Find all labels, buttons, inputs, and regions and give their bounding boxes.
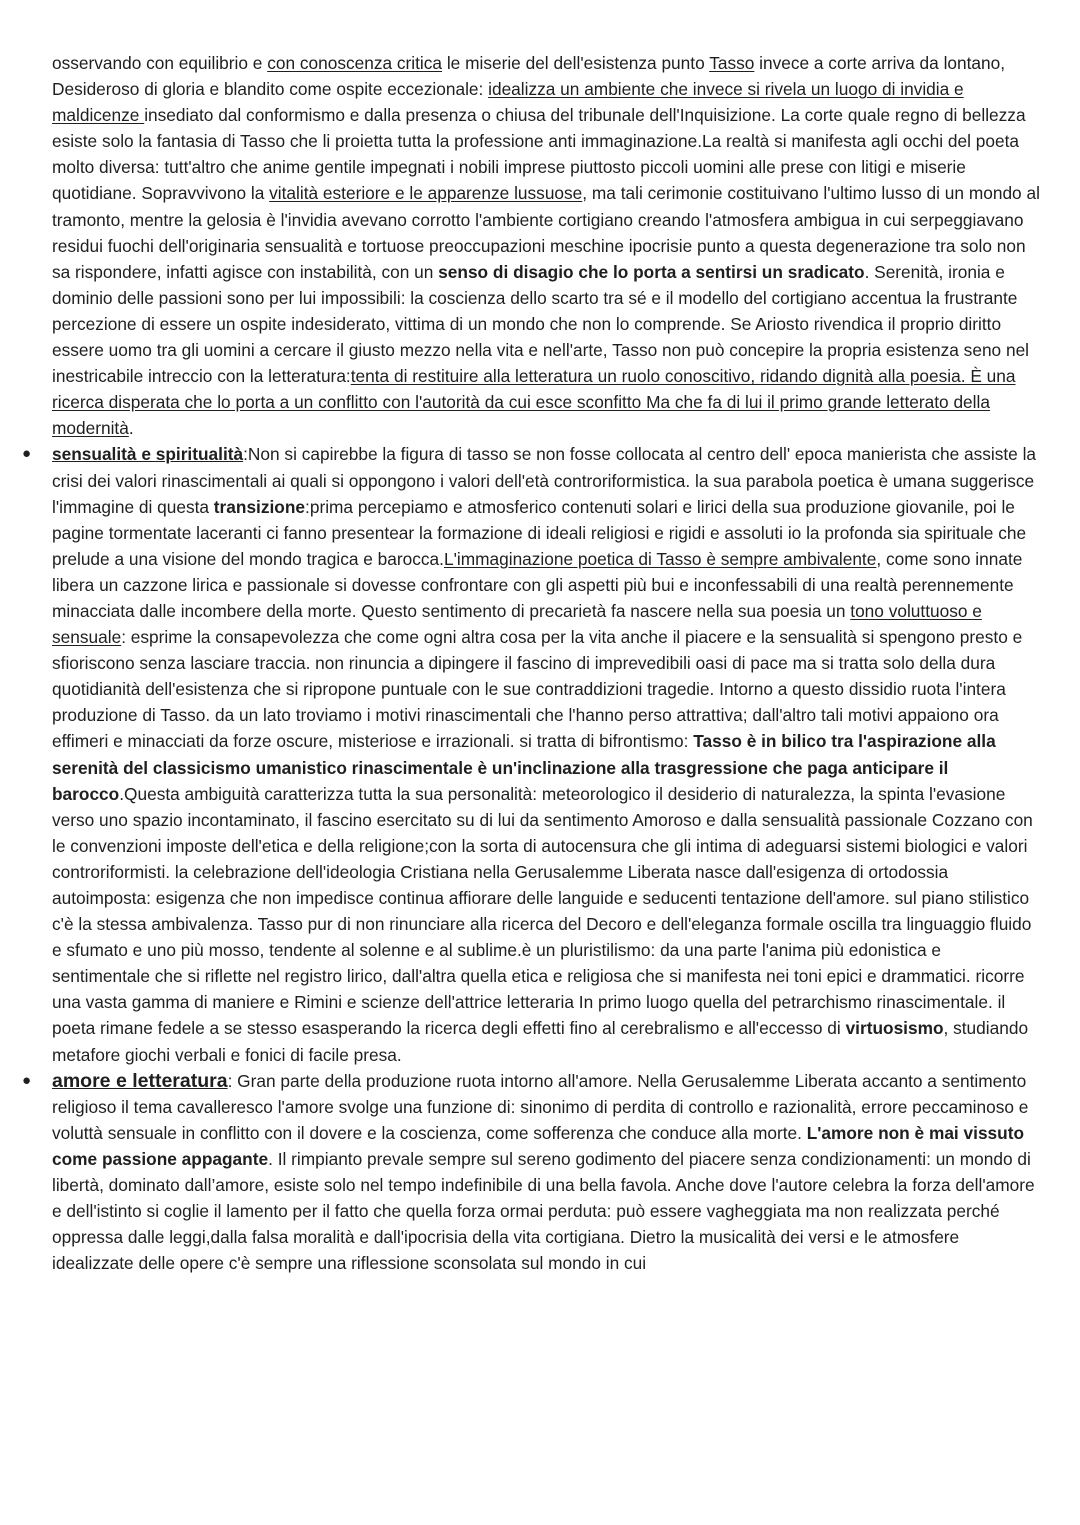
section-heading: amore e letteratura: [52, 1069, 228, 1092]
text-run: .: [128, 418, 134, 439]
text-run: :prima percepiamo e atmosferico contenuti solari e lirici della sua produzione giovanile, poi le pagine tormentate laceranti ci fanno presentear la formazione di ideali religiosi e rigidi e assoluti io la profonda sia spirituale che prelude a una visione del mondo tragica e barocca.: [52, 496, 1027, 569]
section-paragraph-amore: [52, 1068, 1042, 1277]
underlined-phrase: con conoscenza critica: [267, 53, 443, 73]
text-run: . Serenità, ironia e dominio delle passioni sono per lui impossibili: la coscienza dello scarto tra sé e il modello del cortigiano accentua la frustrante percezione di essere un ospite indesiderato, vittima di un mondo che non lo comprende. Se Ariosto rivendica il proprio diritto essere uomo tra gli uomini a cercare il giusto mezzo nella vita e nell'arte, Tasso non può concepire la propria esistenza seno nel inestricabile intreccio con la letteratura:: [52, 261, 1030, 387]
text-run: : Gran parte della produzione ruota intorno all'amore. Nella Gerusalemme Liberata accanto a sentimento religioso il tema cavalleresco l'amore svolge una funzione di: sinonimo di perdita di controllo e razionalità, errore peccaminoso e voluttà sensuale in conflitto con il dovere e la coscienza, come sofferenza che conduce alla morte.: [52, 1070, 1029, 1143]
underlined-phrase: tono voluttuoso e sensuale: [52, 600, 982, 648]
text-run: invece a corte arriva da lontano, Desideroso di gloria e blandito come ospite eccezionale:: [52, 53, 1006, 100]
text-run: , come sono innate libera un cazzone lirica e passionale si dovesse confrontare con gli aspetti più bui e inconfessabili di una realtà perennemente minacciata dalle incombere della morte. Questo sentimento di precarietà fa nascere nella sua poesia un: [52, 548, 1023, 621]
underlined-word: Tasso: [709, 53, 755, 73]
list-item-amore: [22, 1068, 1042, 1277]
underlined-phrase: L'immaginazione poetica di Tasso è sempre ambivalente: [443, 548, 877, 569]
text-run: .Questa ambiguità caratterizza tutta la sua personalità: meteorologico il desiderio di naturalezza, la spinta l'evasione verso uno spazio incontaminato, il fascino esercitato su di lui da sentimento Amoroso e dalla sensualità passionale Cozzano con le convenzioni imposte dell'etica e della religione;con la sorta di autocensura che gli intima di adeguarsi sistemi biologici e valori controriformisti. la celebrazione dell'ideologia Cristiana nella Gerusalemme Liberata nasce dall'esigenza di ortodossia autoimposta: esigenza che non impedisce continua affiorare delle languide e seducenti tentazione dell'amore. sul piano stilistico c'è la stessa ambivalenza. Tasso pur di non rinunciare alla ricerca del Decoro e dell'eleganza formale oscilla tra linguaggio fluido e sfumato e uno più mosso, tendente al solenne e al sublime.è un pluristilismo: da una parte l'anima più edonistica e sentimentale che si riflette nel registro lirico, dall'altra quella etica e religiosa che si manifesta nei toni epici e drammatici. ricorre una vasta gamma di maniere e Rimini e scienze dell'attrice letteraria In primo luogo quella del petrarchismo rinascimentale. il poeta rimane fedele a se stesso esasperando la ricerca degli effetti fino al cerebralismo e all'eccesso di: [52, 783, 1033, 1039]
text-run: . Il rimpianto prevale sempre sul sereno godimento del piacere senza condizionamenti: un mondo di libertà, dominato dall’amore, esiste solo nel tempo indefinibile di una bella favola. Anche dove l'autore celebra la forza dell'amore e dell'istinto si coglie il lamento per il fatto che quella forza ormai perduta: può essere vagheggiata ma non realizzata perché oppressa dalle leggi,dalla falsa moralità e dall'ipocrisia della vita cortigiana. Dietro la musicalità dei versi e le atmosfere idealizzate delle opere c'è sempre una riflessione sconsolata sul mondo in cui: [52, 1148, 1035, 1274]
bold-phrase: virtuosismo: [845, 1018, 944, 1039]
text-run: le miserie del dell'esistenza punto: [442, 53, 710, 73]
text-run: : esprime la consapevolezza che come ogni altra cosa per la vita anche il piacere e la sensualità si spengono presto e sfioriscono senza lasciare traccia. non rinuncia a dipingere il fascino di imprevedibili oasi di pace ma si tratta solo della dura quotidianità dell'esistenza che si ripropone puntuale con le sue contraddizioni tragedie. Intorno a questo dissidio ruota l'intera produzione di Tasso. da un lato troviamo i motivi rinascimentali che l'hanno perso attrattiva; dall'altro tali motivi appaiono ora effimeri e minacciati da forze oscure, misteriose e irrazionali. si tratta di bifrontismo:: [52, 627, 1023, 752]
underlined-phrase: idealizza un ambiente che invece si rivela un luogo di invidia e maldicenze: [52, 79, 964, 126]
section-paragraph-sensualita: [52, 441, 1042, 1067]
bold-phrase: Tasso è in bilico tra l'aspirazione alla serenità del classicismo umanistico rinascimentale è un'inclinazione alla trasgressione che paga anticipare il barocco: [52, 731, 996, 804]
underlined-phrase: vitalità esteriore e le apparenze lussuose: [269, 183, 583, 204]
bold-phrase: transizione: [213, 496, 306, 517]
text-run: , studiando metafore giochi verbali e fonici di facile presa.: [52, 1018, 1029, 1065]
bold-phrase: L'amore non è mai vissuto come passione appagante: [52, 1122, 1025, 1169]
bold-phrase: senso di disagio che lo porta a sentirsi un sradicato: [438, 261, 865, 282]
intro-paragraph: [52, 50, 1042, 441]
bullet-icon: ●: [22, 445, 32, 463]
section-heading: sensualità e spiritualità: [52, 444, 244, 465]
bullet-icon: ●: [22, 1071, 32, 1089]
underlined-phrase: tenta di restituire alla letteratura un ruolo conoscitivo, ridando dignità alla poesia. È una ricerca disperata che lo porta a un conflitto con l'autorità da cui esce sconfitto Ma che fa di lui il primo grande letterato della modernità: [52, 366, 1016, 439]
text-run: , ma tali cerimonie costituivano l'ultimo lusso di un mondo al tramonto, mentre la gelosia è l'invidia avevano corrotto l'ambiente cortigiano creando l'atmosfera ambigua in cui serpeggiavano residui fuochi dell'originaria sensualità e tortuose preoccupazioni meschine ipocrisie punto a questa degenerazione tra solo non sa rispondere, infatti agisce con instabilità, con un: [52, 183, 1040, 282]
text-run: osservando con equilibrio e: [52, 53, 268, 73]
text-run: insediato dal conformismo e dalla presenza o chiusa del tribunale dell'Inquisizione. La corte quale regno di bellezza esiste solo la fantasia di Tasso che li proietta tutta la professione anti immaginazione.La realtà si manifesta agli occhi del poeta molto diversa: tutt'altro che anime gentile impegnati i nobili imprese piuttosto piccoli uomini alle prese con litigi e miserie quotidiane. Sopravvivono la: [52, 105, 1026, 204]
list-item-sensualita: [22, 441, 1042, 1067]
text-run: :Non si capirebbe la figura di tasso se non fosse collocata al centro dell' epoca manierista che assiste la crisi dei valori rinascimentali ai quali si oppongono i valori dell'età controriformistica. la sua parabola poetica è umana suggerisce l'immagine di questa: [52, 444, 1037, 517]
